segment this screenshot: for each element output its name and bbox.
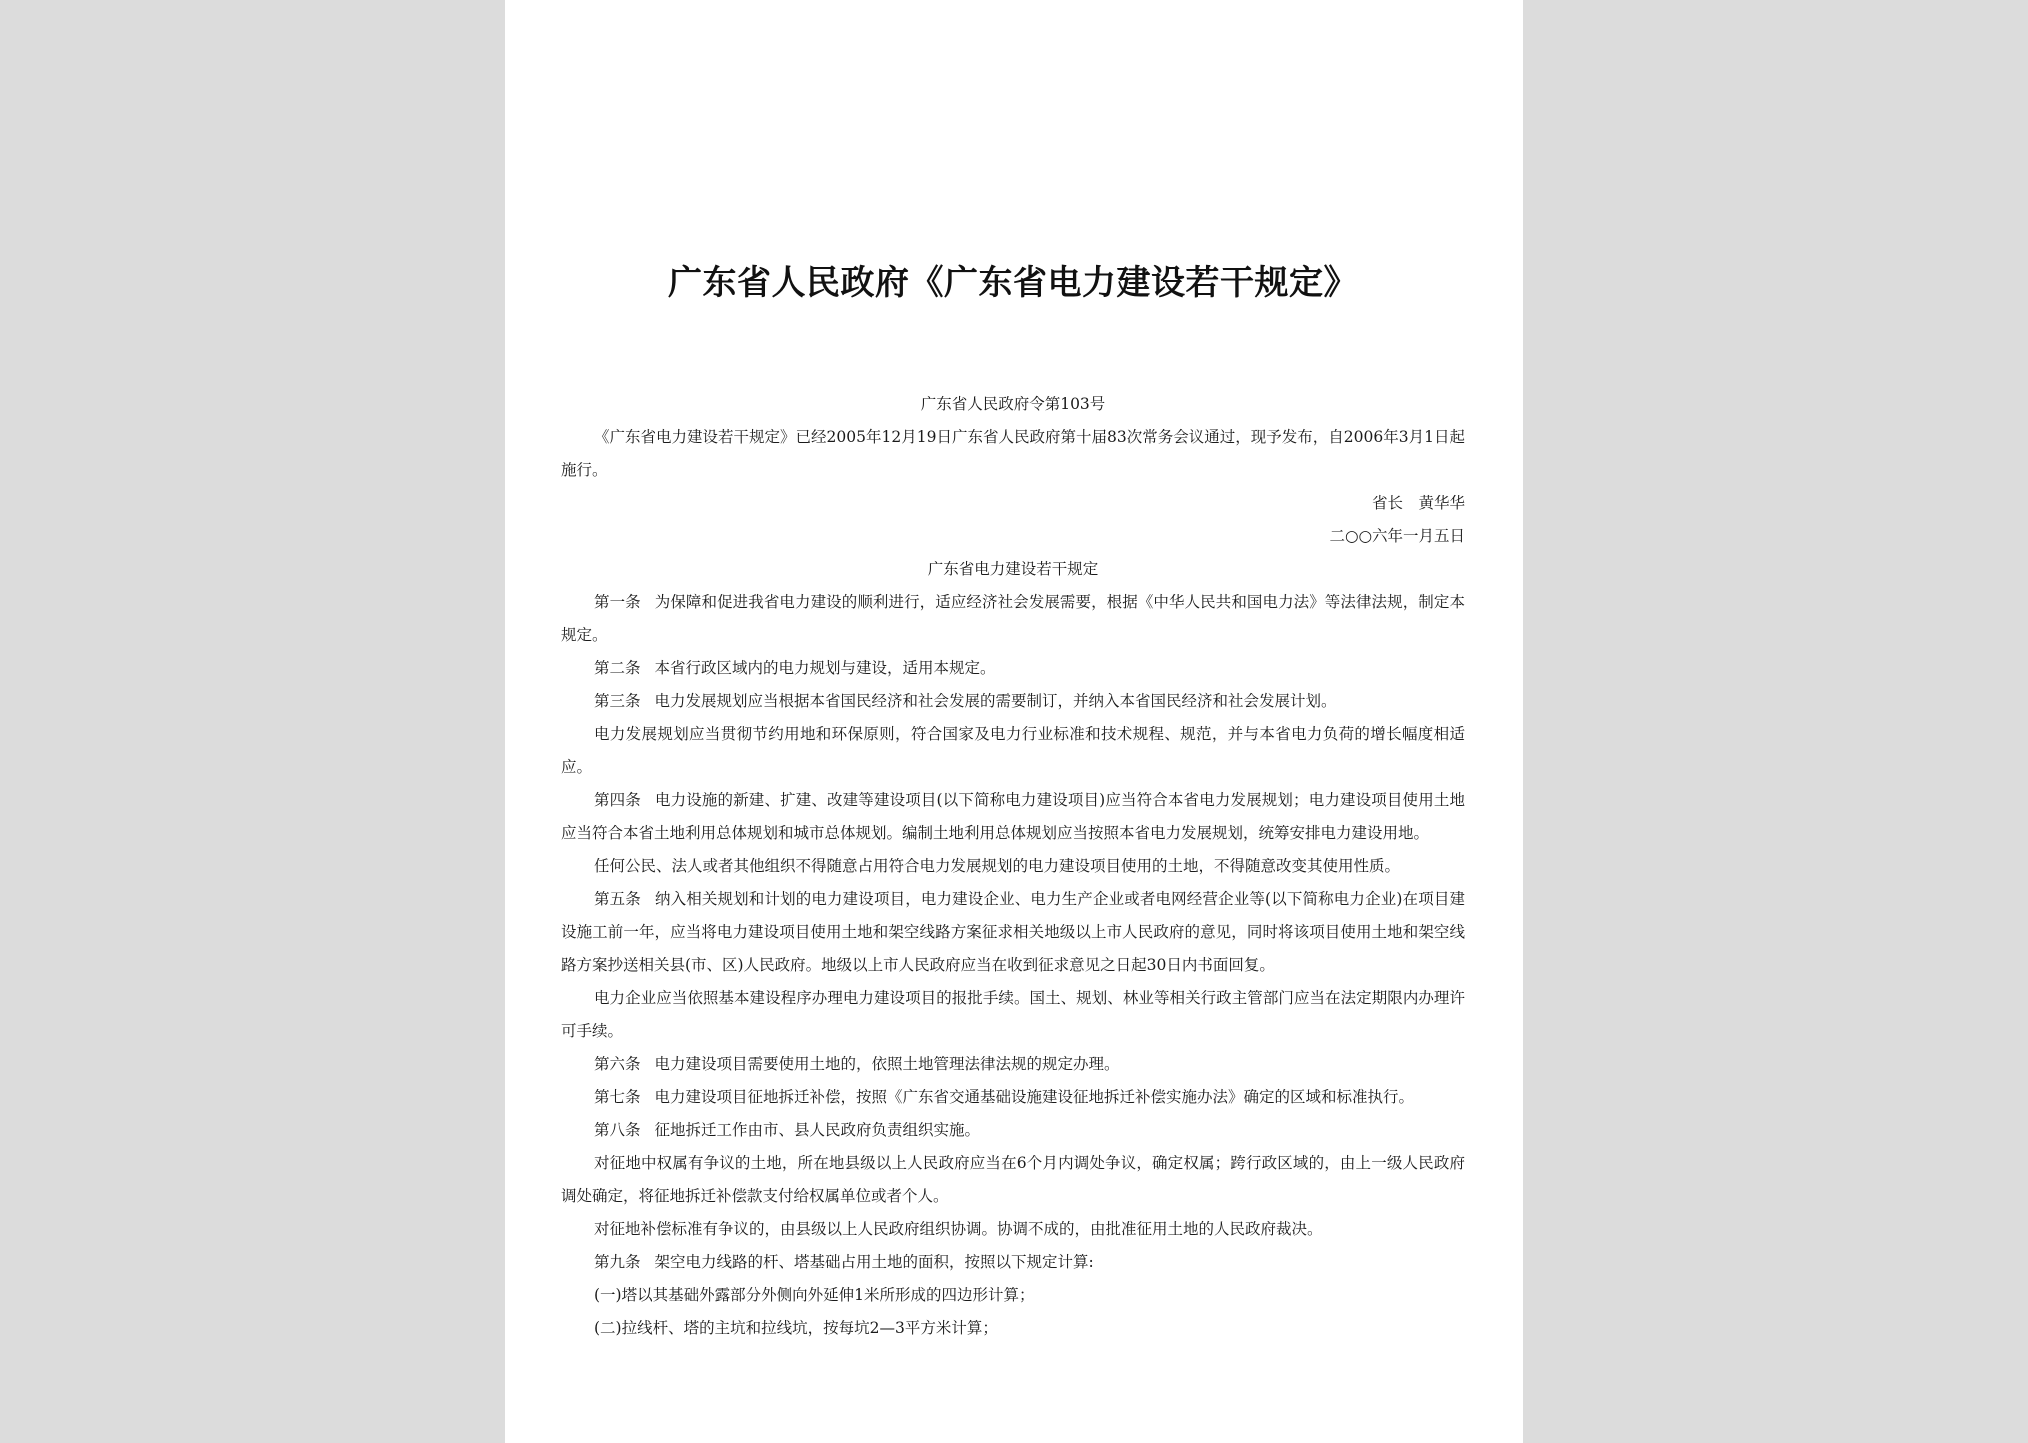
signer: 省长 黄华华 [1371, 494, 1465, 512]
article-paragraph [561, 586, 1465, 652]
article-label: 第六条 [594, 1055, 641, 1073]
article-paragraph [561, 1147, 1465, 1213]
article-text: 电力设施的新建、扩建、改建等建设项目(以下简称电力建设项目)应当符合本省电力发展规划；电力建设项目使用土地应当符合本省土地利用总体规划和城市总体规划。编制土地利用总体规划应当按照本省电力发展规划，统筹安排电力建设用地。 [561, 791, 1465, 842]
article-paragraph [561, 1213, 1465, 1246]
article-paragraph [561, 652, 1465, 685]
article-label: 第八条 [594, 1121, 641, 1139]
article-label: 第七条 [594, 1088, 641, 1106]
article-text: 对征地补偿标准有争议的，由县级以上人民政府组织协调。协调不成的，由批准征用土地的人民政府裁决。 [594, 1220, 1323, 1238]
article-label: 第九条 [594, 1253, 641, 1271]
article-paragraph [561, 685, 1465, 718]
article-paragraph [561, 1048, 1465, 1081]
document-page [505, 0, 1523, 1443]
article-text: 电力建设项目需要使用土地的，依照土地管理法律法规的规定办理。 [654, 1055, 1120, 1073]
article-text: (一)塔以其基础外露部分外侧向外延伸1米所形成的四边形计算； [594, 1286, 1035, 1304]
article-text: 纳入相关规划和计划的电力建设项目，电力建设企业、电力生产企业或者电网经营企业等(以下简称电力企业)在项目建设施工前一年，应当将电力建设项目使用土地和架空线路方案征求相关地级以上市人民政府的意见，同时将该项目使用土地和架空线路方案抄送相关县(市、区)人民政府。地级以上市人民政府应当在收到征求意见之日起30日内书面回复。 [561, 890, 1465, 974]
article-text: 任何公民、法人或者其他组织不得随意占用符合电力发展规划的电力建设项目使用的土地，不得随意改变其使用性质。 [594, 857, 1401, 875]
article-paragraph [561, 982, 1465, 1048]
article-text: 对征地中权属有争议的土地，所在地县级以上人民政府应当在6个月内调处争议，确定权属；跨行政区域的，由上一级人民政府调处确定，将征地拆迁补偿款支付给权属单位或者个人。 [561, 1154, 1465, 1205]
article-text: 电力建设项目征地拆迁补偿，按照《广东省交通基础设施建设征地拆迁补偿实施办法》确定的区域和标准执行。 [654, 1088, 1415, 1106]
article-paragraph [561, 718, 1465, 784]
article-label: 第四条 [594, 791, 641, 809]
article-label: 第二条 [594, 659, 641, 677]
article-text: 电力发展规划应当根据本省国民经济和社会发展的需要制订，并纳入本省国民经济和社会发展计划。 [654, 692, 1337, 710]
regulation-title: 广东省电力建设若干规定 [927, 560, 1099, 578]
order-number: 广东省人民政府令第103号 [920, 395, 1106, 413]
promulgation-text: 《广东省电力建设若干规定》已经2005年12月19日广东省人民政府第十届83次常务会议通过，现予发布，自2006年3月1日起施行。 [561, 428, 1465, 479]
article-paragraph [561, 883, 1465, 982]
article-text: 架空电力线路的杆、塔基础占用土地的面积，按照以下规定计算: [654, 1253, 1094, 1271]
article-paragraph [561, 1081, 1465, 1114]
article-text: 为保障和促进我省电力建设的顺利进行，适应经济社会发展需要，根据《中华人民共和国电力法》等法律法规，制定本规定。 [561, 593, 1465, 644]
article-text: 本省行政区域内的电力规划与建设，适用本规定。 [654, 659, 996, 677]
article-label: 第三条 [594, 692, 641, 710]
article-text: 电力企业应当依照基本建设程序办理电力建设项目的报批手续。国土、规划、林业等相关行政主管部门应当在法定期限内办理许可手续。 [561, 989, 1465, 1040]
article-paragraph [561, 784, 1465, 850]
article-paragraph [561, 850, 1465, 883]
article-label: 第一条 [594, 593, 641, 611]
article-text: 电力发展规划应当贯彻节约用地和环保原则，符合国家及电力行业标准和技术规程、规范，并与本省电力负荷的增长幅度相适应。 [561, 725, 1465, 776]
article-paragraph [561, 1114, 1465, 1147]
article-paragraph [561, 1279, 1465, 1312]
document-title: 广东省人民政府《广东省电力建设若干规定》 [668, 263, 1358, 303]
article-paragraph [561, 1246, 1465, 1279]
article-paragraph [561, 1312, 1465, 1345]
sign-date: 二○○六年一月五日 [1329, 527, 1465, 545]
article-text: (二)拉线杆、塔的主坑和拉线坑，按每坑2—3平方米计算； [594, 1319, 998, 1337]
article-text: 征地拆迁工作由市、县人民政府负责组织实施。 [654, 1121, 981, 1139]
article-label: 第五条 [594, 890, 641, 908]
